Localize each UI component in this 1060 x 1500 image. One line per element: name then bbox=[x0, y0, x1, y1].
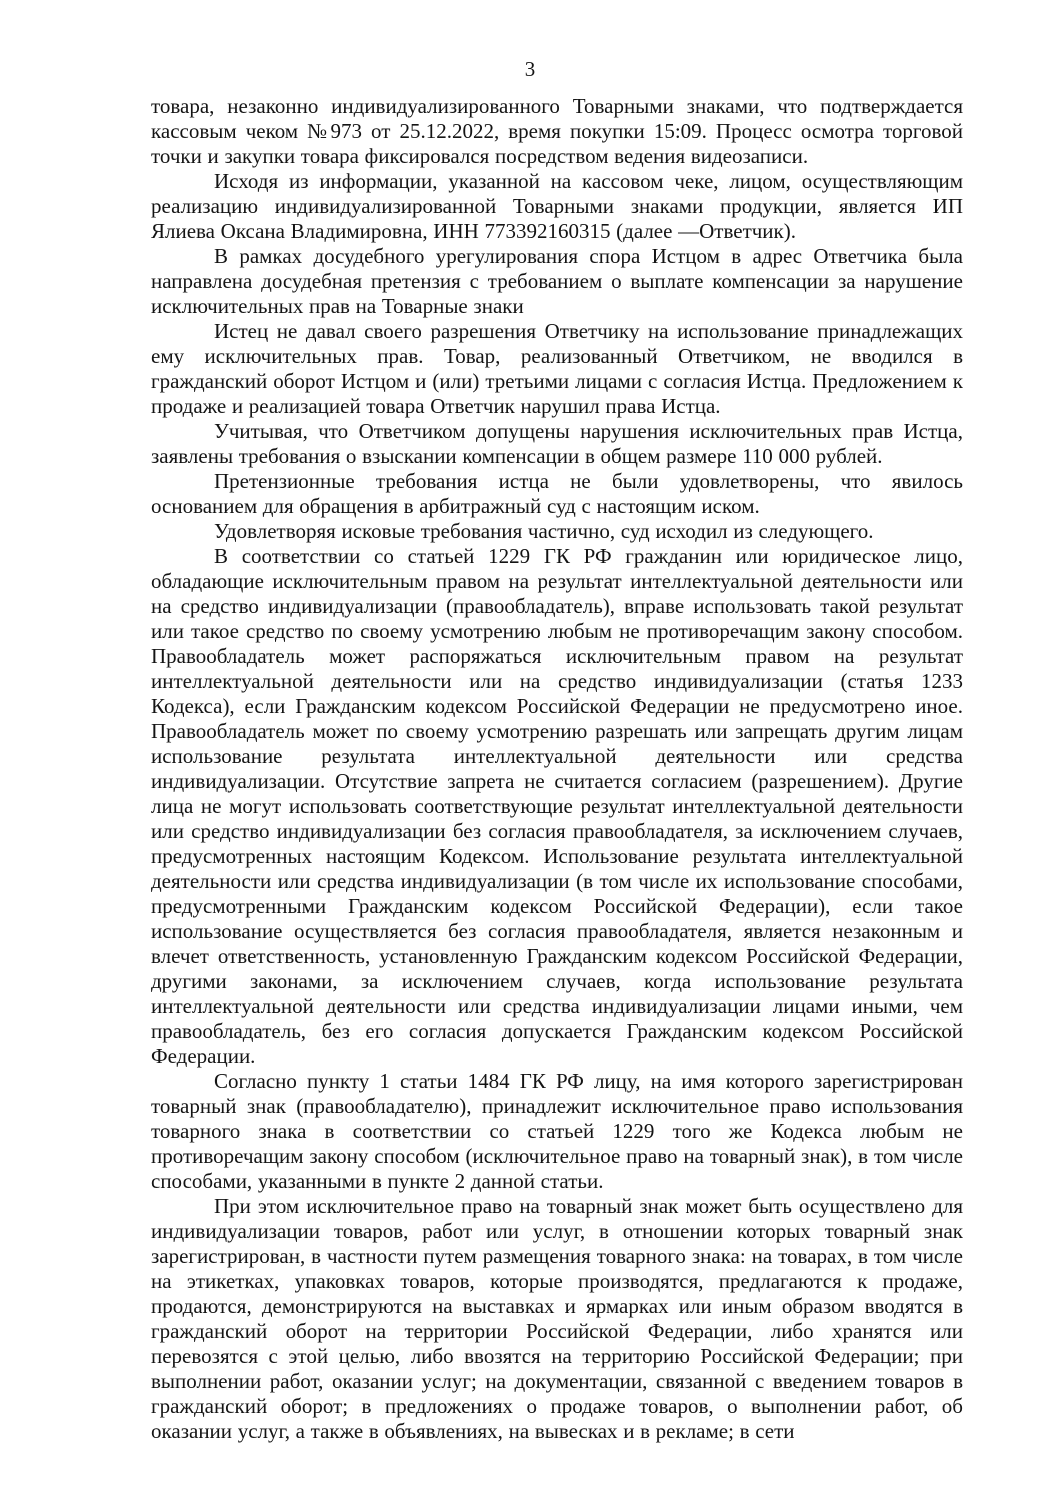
paragraph: Учитывая, что Ответчиком допущены нарушения исключительных прав Истца, заявлены требования о взыскании компенсации в общем размере 110 000 рублей. bbox=[151, 419, 963, 468]
document-body bbox=[151, 94, 963, 1444]
paragraph: Исходя из информации, указанной на кассовом чеке, лицом, осуществляющим реализацию индивидуализированной Товарными знаками продукции, является ИП Ялиева Оксана Владимировна, ИНН 773392160315 (далее —Ответчик). bbox=[151, 169, 963, 243]
paragraph: При этом исключительное право на товарный знак может быть осуществлено для индивидуализации товаров, работ или услуг, в отношении которых товарный знак зарегистрирован, в частности путем размещения товарного знака: на товарах, в том числе на этикетках, упаковках товаров, которые производятся, предлагаются к продаже, продаются, демонстрируются на выставках и ярмарках или иным образом вводятся в гражданский оборот на территории Российской Федерации, либо хранятся или перевозятся с этой целью, либо ввозятся на территорию Российской Федерации; при выполнении работ, оказании услуг; на документации, связанной с введением товаров в гражданский оборот; в предложениях о продаже товаров, о выполнении работ, об оказании услуг, а также в объявлениях, на вывесках и в рекламе; в сети bbox=[151, 1194, 963, 1443]
paragraph: В рамках досудебного урегулирования спора Истцом в адрес Ответчика была направлена досудебная претензия с требованием о выплате компенсации за нарушение исключительных прав на Товарные знаки bbox=[151, 244, 963, 318]
paragraph-continuation: товара, незаконно индивидуализированного Товарными знаками, что подтверждается кассовым чеком №973 от 25.12.2022, время покупки 15:09. Процесс осмотра торговой точки и закупки товара фиксировался посредством ведения видеозаписи. bbox=[151, 94, 963, 168]
paragraph: Претензионные требования истца не были удовлетворены, что явилось основанием для обращения в арбитражный суд с настоящим иском. bbox=[151, 469, 963, 518]
paragraph: В соответствии со статьей 1229 ГК РФ гражданин или юридическое лицо, обладающие исключительным правом на результат интеллектуальной деятельности или на средство индивидуализации (правообладатель), вправе использовать такой результат или такое средство по своему усмотрению любым не противоречащим закону способом. Правообладатель может распоряжаться исключительным правом на результат интеллектуальной деятельности или на средство индивидуализации (статья 1233 Кодекса), если Гражданским кодексом Российской Федерации не предусмотрено иное. Правообладатель может по своему усмотрению разрешать или запрещать другим лицам использование результата интеллектуальной деятельности или средства индивидуализации. Отсутствие запрета не считается согласием (разрешением). Другие лица не могут использовать соответствующие результат интеллектуальной деятельности или средство индивидуализации без согласия правообладателя, за исключением случаев, предусмотренных настоящим Кодексом. Использование результата интеллектуальной деятельности или средства индивидуализации (в том числе их использование способами, предусмотренными Гражданским кодексом Российской Федерации), если такое использование осуществляется без согласия правообладателя, является незаконным и влечет ответственность, установленную Гражданским кодексом Российской Федерации, другими законами, за исключением случаев, когда использование результата интеллектуальной деятельности или средства индивидуализации лицами иными, чем правообладатель, без его согласия допускается Гражданским кодексом Российской Федерации. bbox=[151, 544, 963, 1068]
paragraph: Истец не давал своего разрешения Ответчику на использование принадлежащих ему исключительных прав. Товар, реализованный Ответчиком, не вводился в гражданский оборот Истцом и (или) третьими лицами с согласия Истца. Предложением к продаже и реализацией товара Ответчик нарушил права Истца. bbox=[151, 319, 963, 418]
paragraph: Удовлетворяя исковые требования частично, суд исходил из следующего. bbox=[214, 519, 874, 543]
paragraph: Согласно пункту 1 статьи 1484 ГК РФ лицу, на имя которого зарегистрирован товарный знак (правообладателю), принадлежит исключительное право использования товарного знака в соответствии со статьей 1229 того же Кодекса любым не противоречащим закону способом (исключительное право на товарный знак), в том числе способами, указанными в пункте 2 данной статьи. bbox=[151, 1069, 963, 1193]
page-number: 3 bbox=[524, 57, 536, 81]
